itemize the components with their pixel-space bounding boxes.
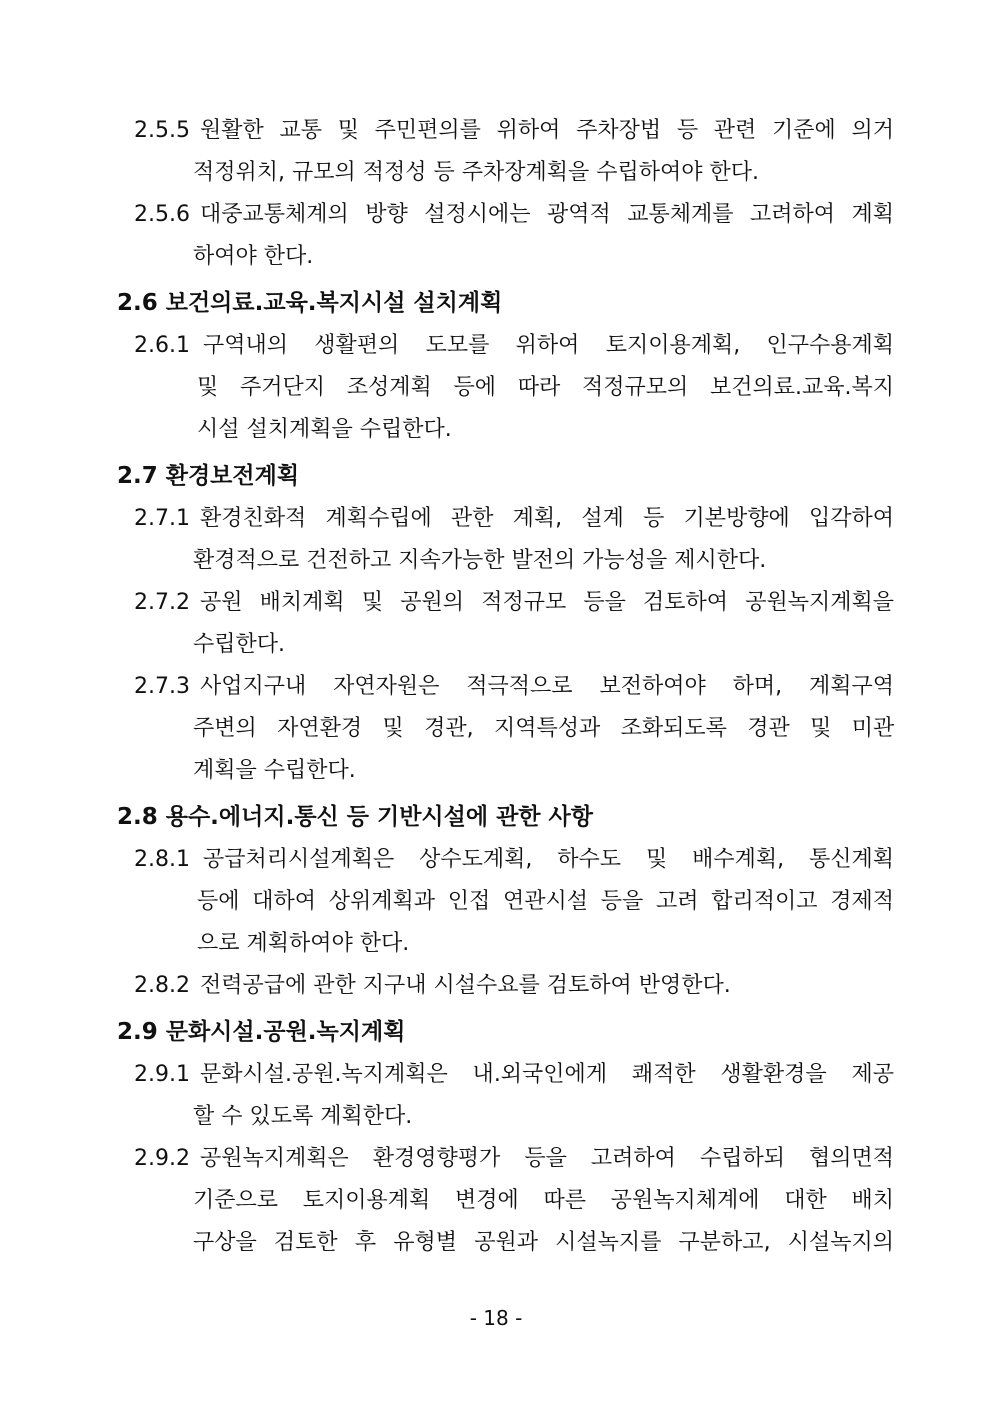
item-line <box>0 152 992 194</box>
item-text: 공원녹지계획은 환경영향평가 등을 고려하여 수립하되 협의면적 <box>200 1146 894 1171</box>
item-text: 할 수 있도록 계획한다. <box>193 1104 413 1129</box>
item-text: 사업지구내 자연자원은 적극적으로 보전하여야 하며, 계획구역 <box>200 674 894 699</box>
item-line <box>0 1222 992 1264</box>
item-text: 구상을 검토한 후 유형별 공원과 시설녹지를 구분하고, 시설녹지의 <box>193 1230 894 1255</box>
item-text: 전력공급에 관한 지구내 시설수요를 검토하여 반영한다. <box>200 973 731 998</box>
item-number: 2.7.1 <box>134 506 190 531</box>
item-text: 등에 대하여 상위계획과 인접 연관시설 등을 고려 합리적이고 경제적 <box>197 889 895 914</box>
item-line <box>0 409 992 451</box>
item-line <box>0 1054 992 1096</box>
item-line <box>0 881 992 923</box>
item-text: 시설 설치계획을 수립한다. <box>197 417 452 442</box>
section-heading: 2.8 용수.에너지.통신 등 기반시설에 관한 사항 <box>117 804 593 830</box>
item-text: 원활한 교통 및 주민편의를 위하여 주차장법 등 관련 기준에 의거 <box>200 118 894 143</box>
item-line <box>0 194 992 236</box>
item-number: 2.8.1 <box>134 847 190 872</box>
item-number: 2.9.2 <box>134 1146 190 1171</box>
item-line <box>0 1096 992 1138</box>
item-number: 2.7.2 <box>134 590 190 615</box>
item-text: 하여야 한다. <box>193 244 314 269</box>
item-line <box>0 923 992 965</box>
item-line <box>0 367 992 409</box>
item-line <box>0 965 992 1007</box>
item-text: 적정위치, 규모의 적정성 등 주차장계획을 수립하여야 한다. <box>193 160 759 185</box>
section-heading: 2.7 환경보전계획 <box>117 463 300 489</box>
item-line <box>0 540 992 582</box>
page-number: - 18 - <box>469 1306 523 1330</box>
item-text: 환경적으로 건전하고 지속가능한 발전의 가능성을 제시한다. <box>193 548 767 573</box>
item-text: 및 주거단지 조성계획 등에 따라 적정규모의 보건의료.교육.복지 <box>197 375 894 400</box>
item-number: 2.5.6 <box>134 202 190 227</box>
item-number: 2.6.1 <box>134 333 190 358</box>
item-number: 2.5.5 <box>134 118 190 143</box>
item-text: 수립한다. <box>193 632 286 657</box>
item-text: 환경친화적 계획수립에 관한 계획, 설계 등 기본방향에 입각하여 <box>200 506 894 531</box>
section-heading: 2.9 문화시설.공원.녹지계획 <box>117 1019 406 1045</box>
item-text: 대중교통체계의 방향 설정시에는 광역적 교통체계를 고려하여 계획 <box>200 202 895 227</box>
item-number: 2.7.3 <box>134 674 190 699</box>
item-text: 계획을 수립한다. <box>193 758 356 783</box>
item-line <box>0 708 992 750</box>
item-line <box>0 498 992 540</box>
item-text: 공원 배치계획 및 공원의 적정규모 등을 검토하여 공원녹지계획을 <box>200 590 894 615</box>
item-number: 2.8.2 <box>134 973 190 998</box>
item-text: 기준으로 토지이용계획 변경에 따른 공원녹지체계에 대한 배치 <box>193 1188 894 1213</box>
item-text: 공급처리시설계획은 상수도계획, 하수도 및 배수계획, 통신계획 <box>203 847 894 872</box>
item-line <box>0 624 992 666</box>
item-line <box>0 110 992 152</box>
section-heading: 2.6 보건의료.교육.복지시설 설치계획 <box>117 290 503 316</box>
item-text: 주변의 자연환경 및 경관, 지역특성과 조화되도록 경관 및 미관 <box>193 716 895 741</box>
item-line <box>0 666 992 708</box>
item-number: 2.9.1 <box>134 1062 190 1087</box>
item-text: 문화시설.공원.녹지계획은 내.외국인에게 쾌적한 생활환경을 제공 <box>200 1062 894 1087</box>
item-line <box>0 325 992 367</box>
item-text: 구역내의 생활편의 도모를 위하여 토지이용계획, 인구수용계획 <box>203 333 894 358</box>
item-line <box>0 1138 992 1180</box>
item-line <box>0 1180 992 1222</box>
item-line <box>0 582 992 624</box>
item-text: 으로 계획하여야 한다. <box>197 931 410 956</box>
item-line <box>0 750 992 792</box>
item-line <box>0 839 992 881</box>
item-line <box>0 236 992 278</box>
